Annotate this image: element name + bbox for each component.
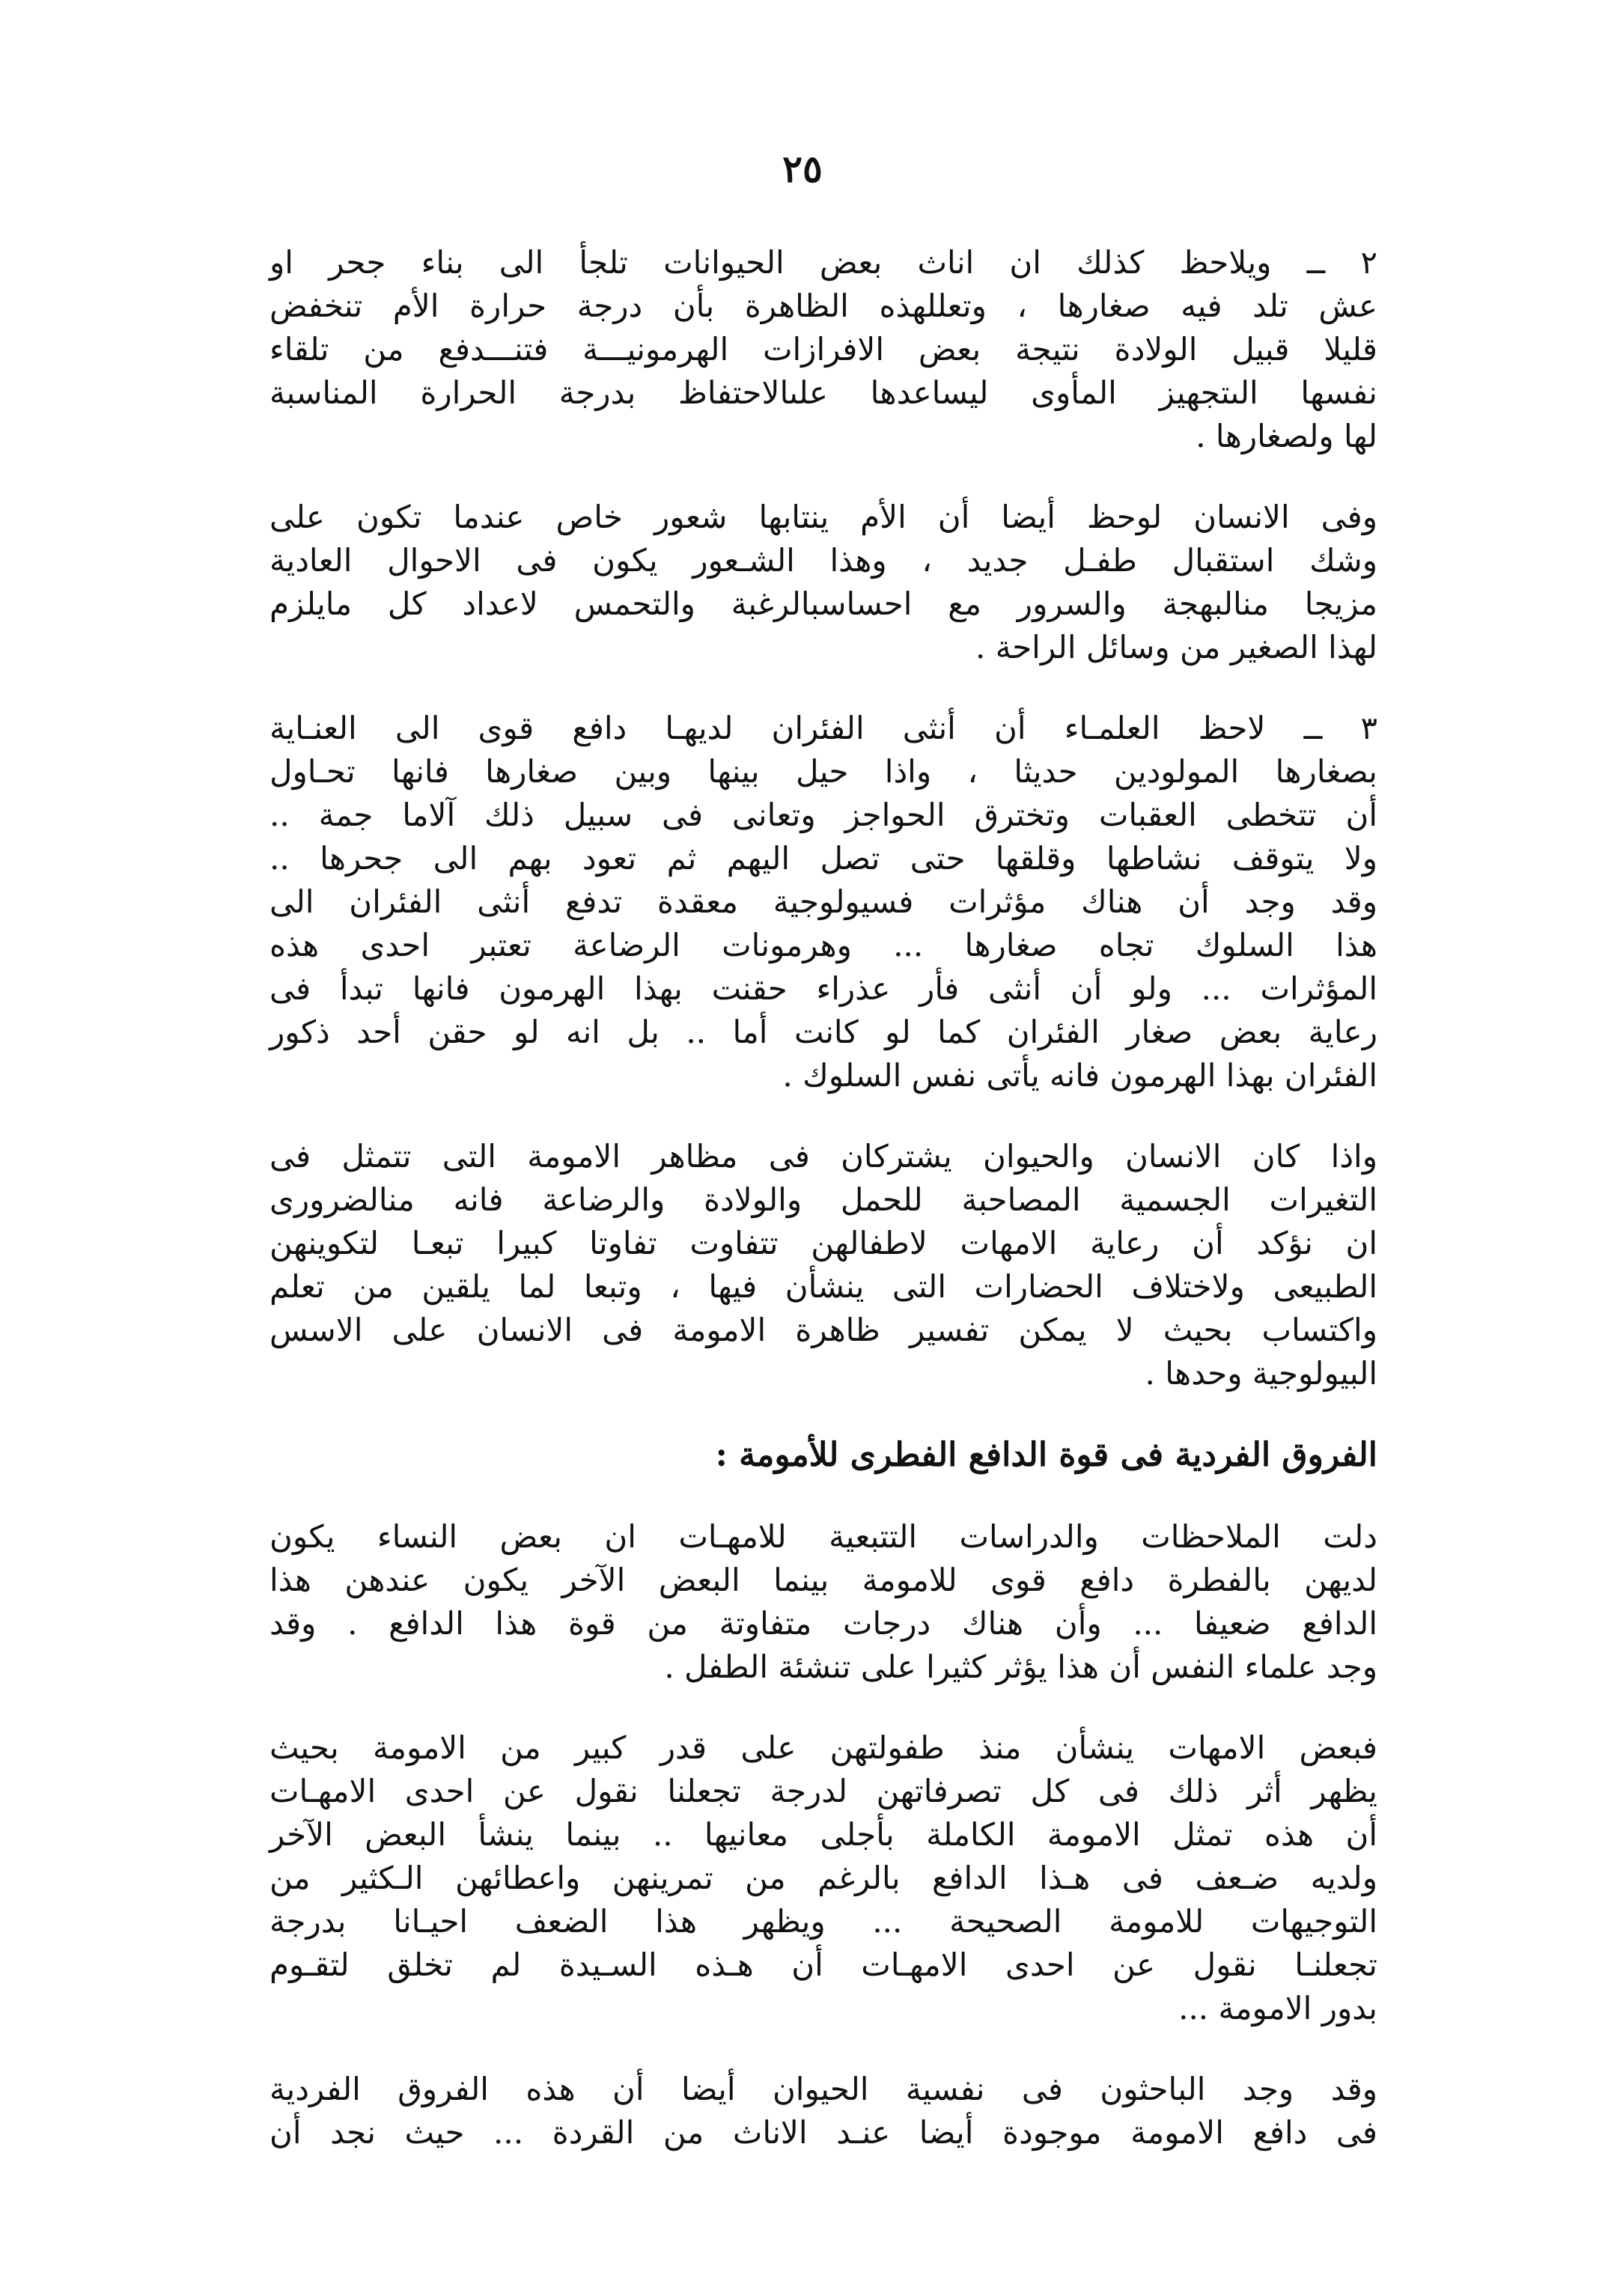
text-line: وجد علماء النفس أن هذا يؤثر كثيرا على تنشئة الطفل . [664, 1648, 1377, 1685]
text-line: ولا يتوقف نشاطها وقلقها حتى تصل اليهم ثم تعود بهم الى جحرها .. [269, 840, 1377, 877]
text-line: أن تتخطى العقبات وتخترق الحواجز وتعانى فى سبيل ذلك آلاما جمة .. [269, 797, 1377, 833]
text-line: نفسها الىتجهيز المأوى ليساعدها علىالاحتفاظ بدرجة الحرارة المناسبة [269, 374, 1377, 411]
text-line: بصغارها المولودين حديثا ، واذا حيل بينها وبين صغارها فانها تحـاول [269, 753, 1377, 790]
paragraph-7 [269, 2068, 1377, 2155]
text-line: عش تلد فيه صغارها ، وتعللهذه الظاهرة بأن درجة حرارة الأم تنخفض [269, 287, 1377, 324]
text-line: التغيرات الجسمية المصاحبة للحمل والولادة والرضاعة فانه منالضرورى [269, 1181, 1377, 1218]
paragraph-gap [269, 669, 1377, 707]
text-line: وشك استقبال طفـل جديد ، وهذا الشـعور يكون فى الاحوال العادية [269, 542, 1377, 579]
text-line: بدور الامومة ... [1178, 1990, 1377, 2026]
text-line: ٣ ــ لاحظ العلمـاء أن أنثى الفئران لديهـا دافع قوى الى العنـاية [269, 710, 1377, 746]
paragraph-2 [269, 496, 1377, 669]
paragraph-3 [269, 707, 1377, 1097]
text-line: وفى الانسان لوحظ أيضا أن الأم ينتابها شعور خاص عندما تكون على [269, 499, 1377, 535]
text-line: ان نؤكد أن رعاية الامهات لاطفالهن تتفاوت تفاوتا كبيرا تبعـا لتكوينهن [269, 1225, 1377, 1261]
text-line: فى دافع الامومة موجودة أيضا عنـد الاناث من القردة ... حيث نجد أن [269, 2114, 1377, 2151]
paragraph-gap [269, 458, 1377, 496]
text-line: أن هذه تمثل الامومة الكاملة بأجلى معانيها .. بينما ينشأ البعض الآخر [269, 1816, 1377, 1853]
text-line: قليلا قبيل الولادة نتيجة بعض الافرازات الهرمونيـــة فتنـــدفع من تلقاء [269, 331, 1377, 368]
text-line: يظهر أثر ذلك فى كل تصرفاتهن لدرجة تجعلنا نقول عن احدى الامهـات [269, 1773, 1377, 1809]
text-line: واكتساب بحيث لا يمكن تفسير ظاهرة الامومة فى الانسان على الاسس [269, 1312, 1377, 1348]
paragraph-gap [269, 1478, 1377, 1515]
text-line: الدافع ضعيفا ... وأن هناك درجات متفاوتة من قوة هذا الدافع . وقد [269, 1605, 1377, 1642]
text-line: لها ولصغارها . [1196, 418, 1377, 454]
text-line: المؤثرات ... ولو أن أنثى فأر عذراء حقنت بهذا الهرمون فانها تبدأ فى [269, 970, 1377, 1007]
paragraph-5 [269, 1515, 1377, 1689]
text-line: فبعض الامهات ينشأن منذ طفولتهن على قدر كبير من الامومة بحيث [269, 1729, 1377, 1766]
paragraph-6 [269, 1726, 1377, 2030]
text-line: الطبيعى ولاختلاف الحضارات التى ينشأن فيها ، وتبعا لما يلقين من تعلم [269, 1268, 1377, 1305]
text-line: البيولوجية وحدها . [1145, 1355, 1377, 1392]
text-line: وقد وجد أن هناك مؤثرات فسيولوجية معقدة تدفع أنثى الفئران الى [269, 883, 1377, 920]
text-line: واذا كان الانسان والحيوان يشتركان فى مظاهر الامومة التى تتمثل فى [269, 1138, 1378, 1175]
text-column [269, 241, 1377, 2155]
paragraph-1 [269, 241, 1377, 458]
paragraph-4 [269, 1135, 1377, 1395]
paragraph-gap [269, 1395, 1377, 1433]
text-line: ٢ ــ ويلاحظ كذلك ان اناث بعض الحيوانات تلجأ الى بناء جحر او [269, 244, 1377, 281]
text-line: رعاية بعض صغار الفئران كما لو كانت أما .. بل انه لو حقن أحد ذكور [269, 1014, 1377, 1050]
text-line: دلت الملاحظات والدراسات التتبعية للامهـات ان بعض النساء يكون [269, 1518, 1377, 1555]
text-line: تجعلنـا نقول عن احدى الامهـات أن هـذه السـيدة لم تخلق لتقـوم [269, 1946, 1377, 1983]
text-line: التوجيهات للامومة الصحيحة ... ويظهر هذا الضعف احيـانا بدرجة [269, 1903, 1377, 1940]
section-heading: الفروق الفردية فى قوة الدافع الفطرى للأمومة : [715, 1436, 1377, 1474]
text-line: مزيجا منالبهجة والسرور مع احساسبالرغبة والتحمس لاعداد كل مايلزم [269, 585, 1377, 622]
page-number: ٢٥ [782, 147, 823, 191]
text-line: لهذا الصغير من وسائل الراحة . [975, 629, 1377, 666]
paragraph-gap [269, 2030, 1377, 2068]
text-line: وقد وجد الباحثون فى نفسية الحيوان أيضا أن هذه الفروق الفردية [269, 2071, 1377, 2107]
text-line: ولديه ضـعف فى هـذا الدافع بالرغم من تمرينهن واعطائهن الـكثير من [269, 1860, 1377, 1896]
text-line: لديهن بالفطرة دافع قوى للامومة بينما البعض الآخر يكون عندهن هذا [269, 1562, 1377, 1598]
text-line: هذا السلوك تجاه صغارها ... وهرمونات الرضاعة تعتبر احدى هذه [269, 927, 1377, 963]
paragraph-gap [269, 1097, 1377, 1135]
paragraph-gap [269, 1689, 1377, 1726]
text-line: الفئران بهذا الهرمون فانه يأتى نفس السلوك . [782, 1057, 1377, 1094]
